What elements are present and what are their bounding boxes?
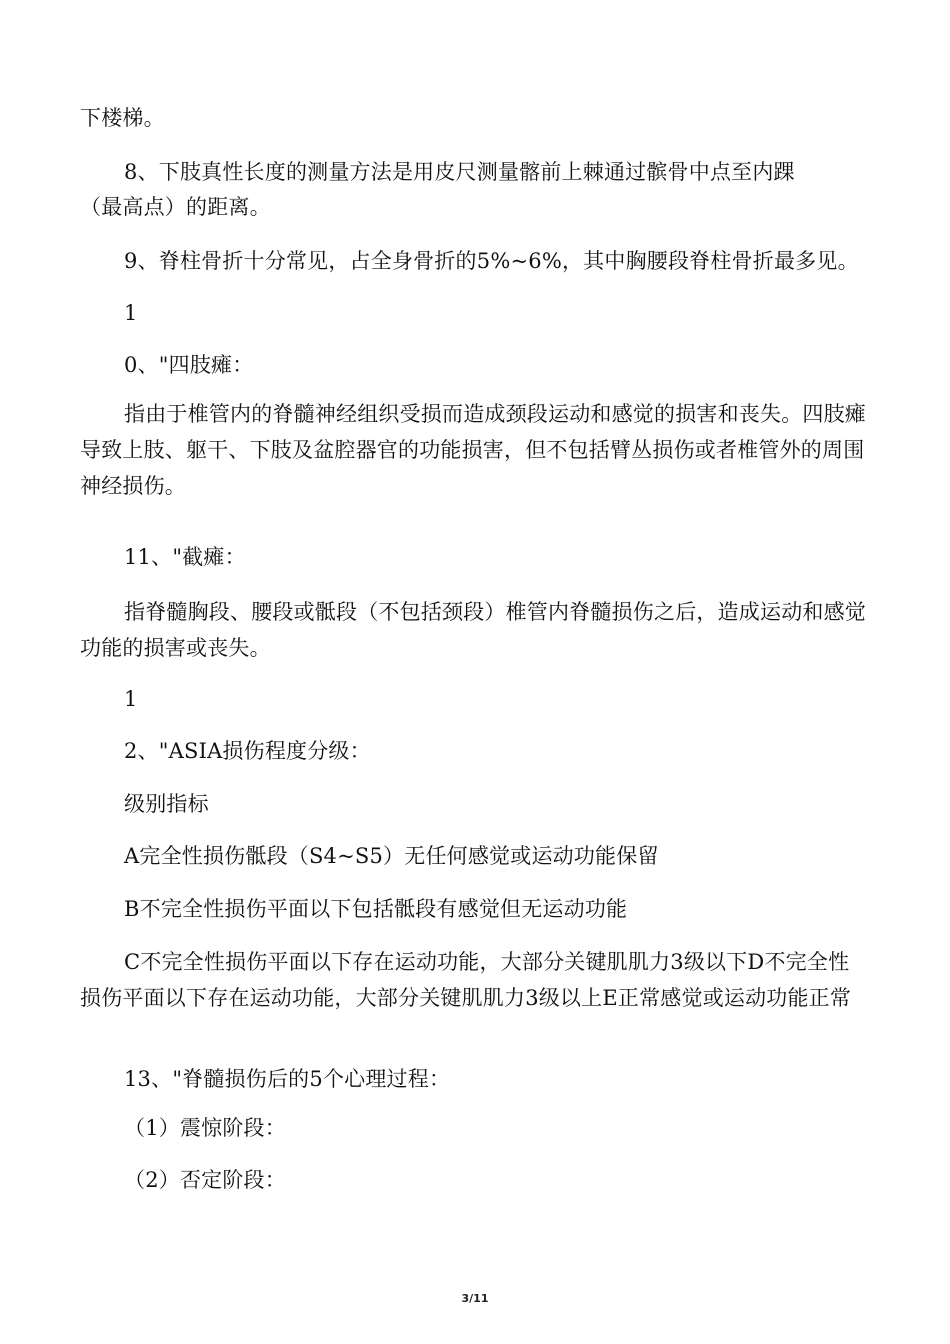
section-heading: 2、"ASIA损伤程度分级： bbox=[124, 739, 371, 763]
text-line: 1 bbox=[124, 301, 138, 325]
text-line: 8、下肢真性长度的测量方法是用皮尺测量髂前上棘通过髌骨中点至内踝 bbox=[124, 160, 795, 184]
paragraph: 指脊髓胸段、腰段或骶段（不包括颈段）椎管内脊髓损伤之后，造成运动和感觉功能的损害或丧失。 bbox=[80, 600, 866, 660]
text-line: A完全性损伤骶段（S4~S5）无任何感觉或运动功能保留 bbox=[124, 844, 659, 868]
paragraph: 指由于椎管内的脊髓神经组织受损而造成颈段运动和感觉的损害和丧失。四肢瘫导致上肢、躯干、下肢及盆腔器官的功能损害，但不包括臂丛损伤或者椎管外的周围神经损伤。 bbox=[80, 402, 866, 498]
paragraph: C不完全性损伤平面以下存在运动功能，大部分关键肌肌力3级以下D不完全性损伤平面以下存在运动功能，大部分关键肌肌力3级以上E正常感觉或运动功能正常 bbox=[80, 950, 852, 1010]
text-line: （2）否定阶段： bbox=[124, 1168, 286, 1192]
text-line: B不完全性损伤平面以下包括骶段有感觉但无运动功能 bbox=[124, 897, 628, 921]
text-line: 级别指标 bbox=[124, 792, 209, 816]
section-heading: 11、"截瘫： bbox=[124, 545, 246, 569]
text-line: 9、脊柱骨折十分常见，占全身骨折的5%~6%，其中胸腰段脊柱骨折最多见。 bbox=[124, 249, 859, 273]
section-heading: 13、"脊髓损伤后的5个心理过程： bbox=[124, 1067, 451, 1091]
text-line: 1 bbox=[124, 687, 138, 711]
section-heading: 0、"四肢瘫： bbox=[124, 353, 254, 377]
text-line: 下楼梯。 bbox=[80, 106, 165, 130]
page-number: 3/11 bbox=[461, 1292, 489, 1305]
text-line: （1）震惊阶段： bbox=[124, 1116, 286, 1140]
text-line: （最高点）的距离。 bbox=[80, 195, 271, 219]
